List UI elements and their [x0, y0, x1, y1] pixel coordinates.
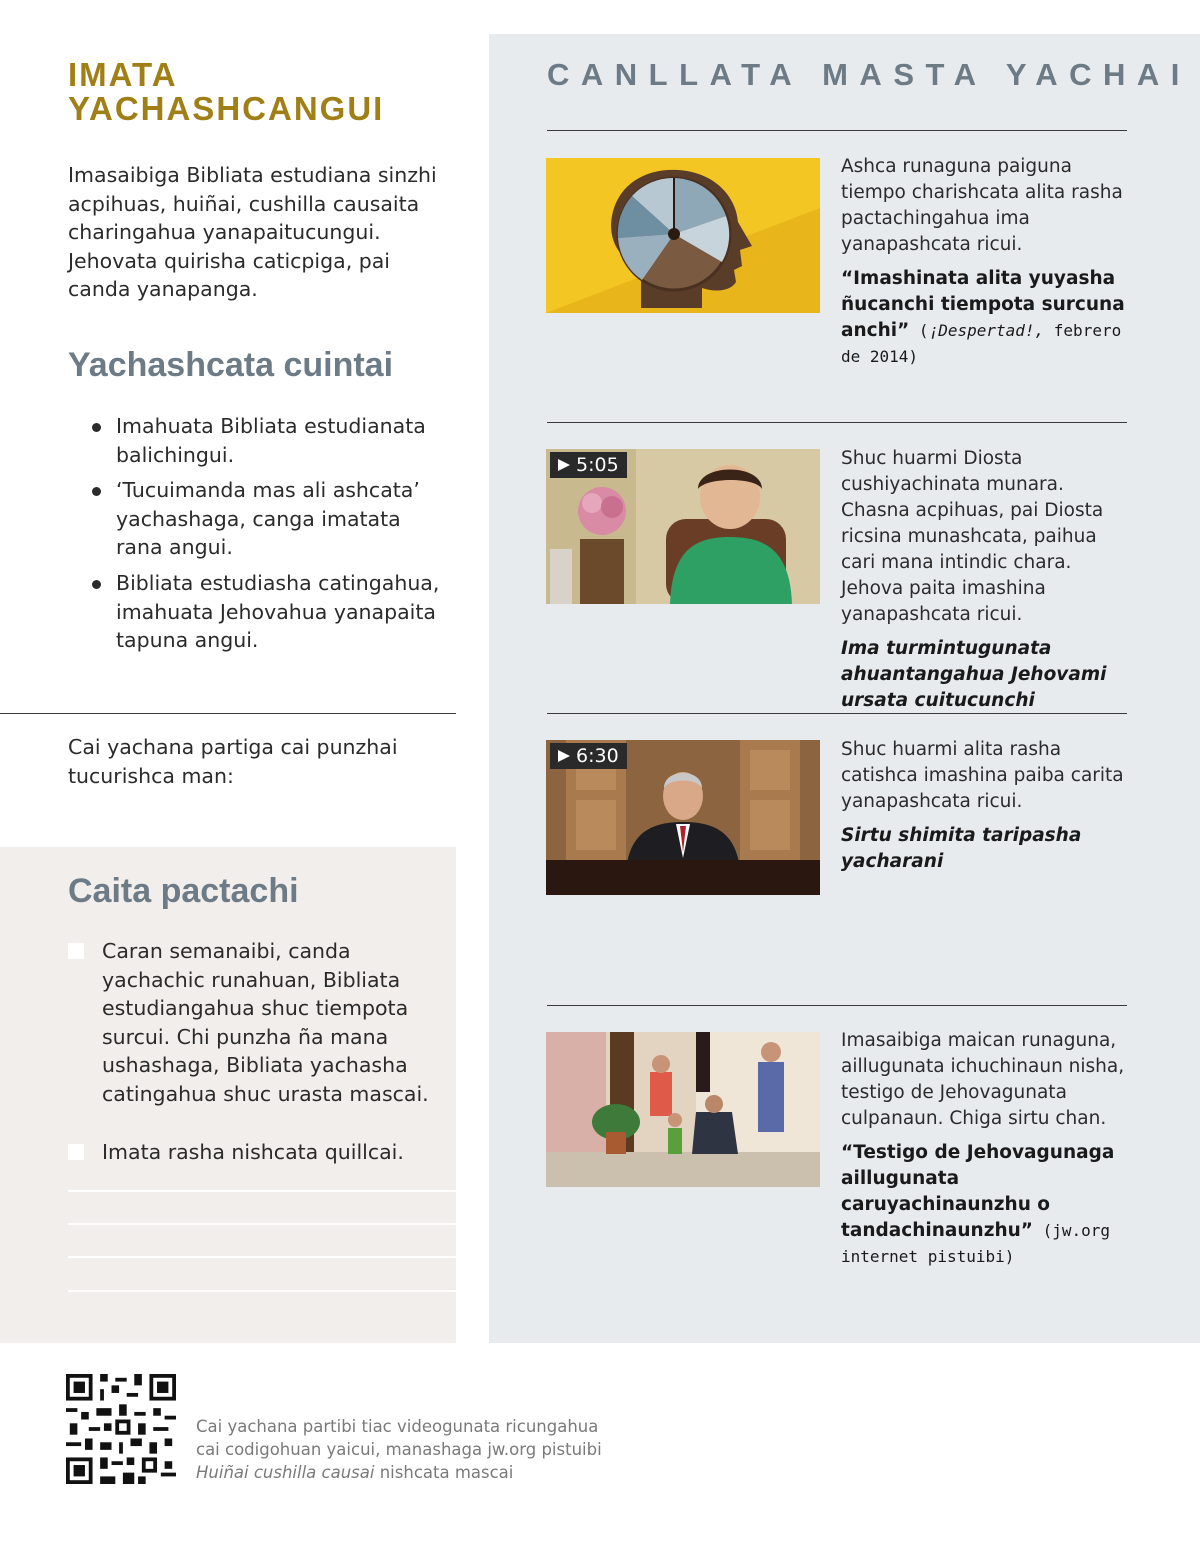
- goal-item: Imata rasha nishcata quillcai.: [68, 1138, 443, 1167]
- video-duration: 6:30: [550, 743, 627, 769]
- item-title[interactable]: “Imashinata alita yuyasha ñucanchi tiempota surcuna anchi” (¡Despertad!, febrero de 2014): [841, 268, 1125, 366]
- item-description: Shuc huarmi alita rasha catishca imashina paiba carita yanapashcata ricui.: [841, 739, 1124, 812]
- footer-note: [196, 1415, 656, 1484]
- review-item: Imahuata Bibliata estudianata balichingui.: [92, 412, 452, 469]
- bullet-icon: [92, 580, 101, 589]
- article-summary: [841, 154, 1131, 370]
- goal-item: Caran semanaibi, canda yachachic runahuan, Bibliata estudiangahua shuc tiempota surcui. Chi punzha ña mana ushashaga, Bibliata yachasha catingahua shuc urasta mascai.: [68, 937, 443, 1109]
- bullet-icon: [92, 487, 101, 496]
- head-clock-illustration: [546, 158, 820, 313]
- video-duration: 5:05: [550, 452, 627, 478]
- play-icon: [558, 750, 570, 762]
- video-thumbnail[interactable]: [546, 449, 820, 604]
- item-title[interactable]: “Testigo de Jehovagunaga aillugunata caruyachinaunzhu o tandachinaunzhu” (jw.org internet pistuibi): [841, 1142, 1115, 1266]
- page-title-line2: YACHASHCANGUI: [68, 90, 385, 127]
- divider: [547, 422, 1127, 423]
- divider: [547, 1005, 1127, 1006]
- checkbox[interactable]: [68, 943, 84, 959]
- writing-line[interactable]: [68, 1223, 456, 1225]
- item-source: (jw.org internet pistuibi): [841, 1221, 1111, 1266]
- qr-code-icon[interactable]: [66, 1374, 176, 1484]
- writing-line[interactable]: [68, 1256, 456, 1258]
- writing-line[interactable]: [68, 1290, 456, 1292]
- bullet-icon: [92, 423, 101, 432]
- item-description: Imasaibiga maican runaguna, aillugunata ichuchinaun nisha, testigo de Jehovagunata culpanaun. Chiga sirtu chan.: [841, 1030, 1125, 1129]
- family-visit-illustration: [546, 1032, 820, 1187]
- page-title-line1: IMATA: [68, 56, 178, 93]
- article-summary: [841, 1028, 1131, 1270]
- checkbox[interactable]: [68, 1144, 84, 1160]
- video-summary: [841, 737, 1131, 875]
- item-title[interactable]: Sirtu shimita taripasha yacharani: [841, 825, 1082, 872]
- intro-paragraph: Imasaibiga Bibliata estudiana sinzhi acpihuas, huiñai, cushilla causaita charingahua yanapaitucungui. Jehovata quirisha caticpiga, pai canda yanapanga.: [68, 163, 437, 302]
- footer-line: cai codigohuan yaicui, manashaga jw.org pistuibi: [196, 1440, 602, 1459]
- video-summary: [841, 446, 1131, 714]
- divider: [0, 713, 456, 714]
- review-heading: Yachashcata cuintai: [68, 346, 394, 384]
- item-description: Shuc huarmi Diosta cushiyachinata munara. Chasna acpihuas, pai Diosta ricsina munashcata, paihua cari mana intindic chara. Jehova paita imashina yanapashcata ricui.: [841, 448, 1104, 625]
- completion-note-label: Cai yachana partiga cai punzhai tucurishca man:: [68, 735, 398, 788]
- footer-line: Cai yachana partibi tiac videogunata ricungahua: [196, 1417, 599, 1436]
- item-source: (¡Despertad!, febrero de 2014): [841, 321, 1122, 366]
- footer-line: Huiñai cushilla causai nishcata mascai: [196, 1463, 514, 1482]
- review-list: [92, 412, 452, 662]
- article-thumbnail[interactable]: [546, 1032, 820, 1187]
- play-icon: [558, 459, 570, 471]
- video-thumbnail[interactable]: [546, 740, 820, 895]
- writing-line[interactable]: [68, 1190, 456, 1192]
- page-title: [68, 58, 384, 126]
- goal-heading: Caita pactachi: [68, 872, 299, 910]
- item-description: Ashca runaguna paiguna tiempo charishcata alita rasha pactachingahua ima yanapashcata ricui.: [841, 156, 1123, 255]
- divider: [547, 713, 1127, 714]
- goal-list: [68, 937, 443, 1195]
- review-item: Bibliata estudiasha catingahua, imahuata Jehovahua yanapaita tapuna angui.: [92, 569, 452, 655]
- review-item: ‘Tucuimanda mas ali ashcata’ yachashaga, canga imatata rana angui.: [92, 476, 452, 562]
- article-thumbnail[interactable]: [546, 158, 820, 313]
- item-title[interactable]: Ima turmintugunata ahuantangahua Jehovami ursata cuitucunchi: [841, 638, 1107, 711]
- divider: [547, 130, 1127, 131]
- further-study-heading: CANLLATA MASTA YACHAI: [547, 57, 1191, 92]
